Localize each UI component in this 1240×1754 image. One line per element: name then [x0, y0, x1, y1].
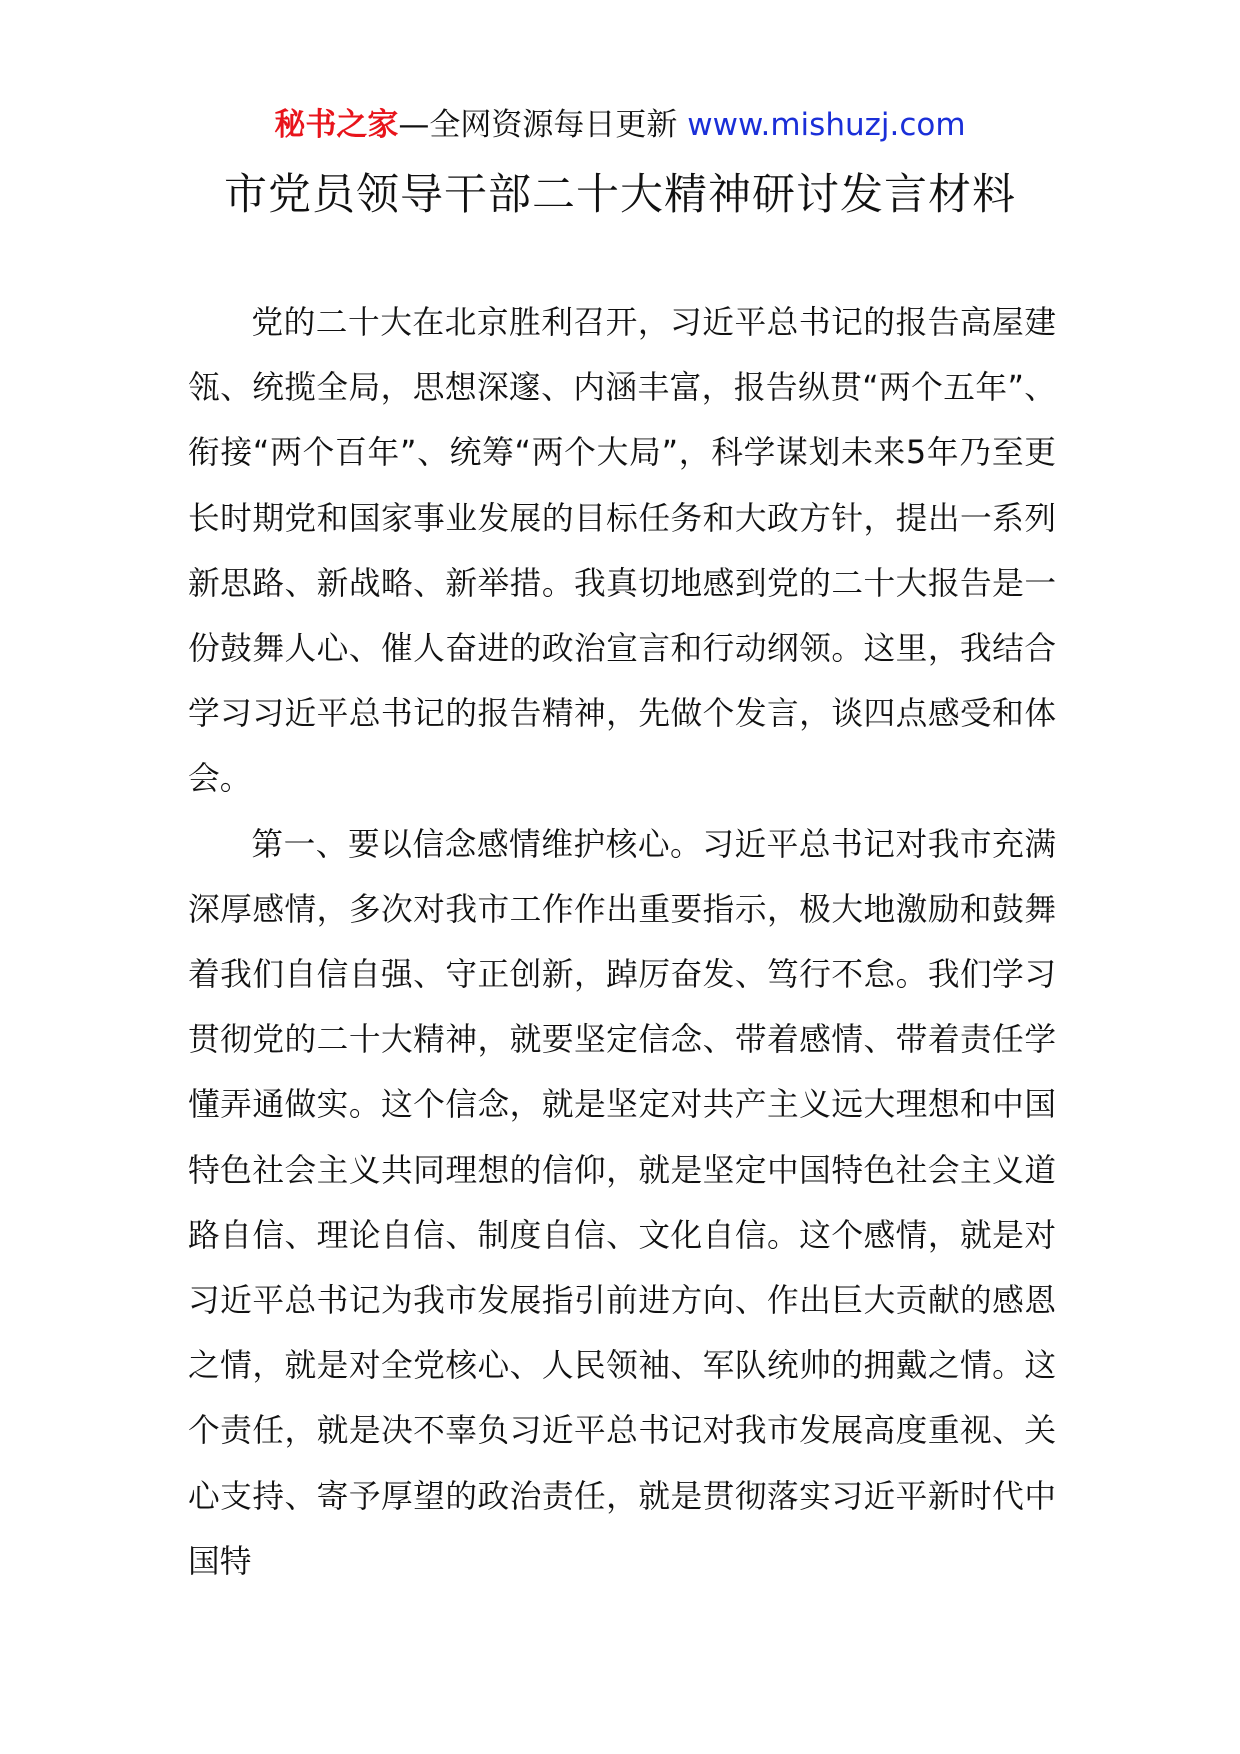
document-body: [188, 291, 1056, 1595]
site-url: www.mishuzj.com: [687, 107, 966, 143]
site-header: [0, 100, 1240, 150]
site-slogan: —全网资源每日更新: [398, 107, 688, 143]
paragraph-point-one: 第一、要以信念感情维护核心。习近平总书记对我市充满深厚感情，多次对我市工作作出重要指示，极大地激励和鼓舞着我们自信自强、守正创新，踔厉奋发、笃行不怠。我们学习贯彻党的二十大精神，就要坚定信念、带着感情、带着责任学懂弄通做实。这个信念，就是坚定对共产主义远大理想和中国特色社会主义共同理想的信仰，就是坚定中国特色社会主义道路自信、理论自信、制度自信、文化自信。这个感情，就是对习近平总书记为我市发展指引前进方向、作出巨大贡献的感恩之情，就是对全党核心、人民领袖、军队统帅的拥戴之情。这个责任，就是决不辜负习近平总书记对我市发展高度重视、关心支持、寄予厚望的政治责任，就是贯彻落实习近平新时代中国特: [188, 826, 1056, 1580]
site-brand: 秘书之家: [274, 107, 399, 143]
document-title: 市党员领导干部二十大精神研讨发言材料: [224, 170, 1016, 220]
paragraph-intro: 党的二十大在北京胜利召开，习近平总书记的报告高屋建瓴、统揽全局，思想深邃、内涵丰富，报告纵贯“两个五年”、衔接“两个百年”、统筹“两个大局”，科学谋划未来5年乃至更长时期党和国家事业发展的目标任务和大政方针，提出一系列新思路、新战略、新举措。我真切地感到党的二十大报告是一份鼓舞人心、催人奋进的政治宣言和行动纲领。这里，我结合学习习近平总书记的报告精神，先做个发言，谈四点感受和体会。: [188, 305, 1056, 798]
